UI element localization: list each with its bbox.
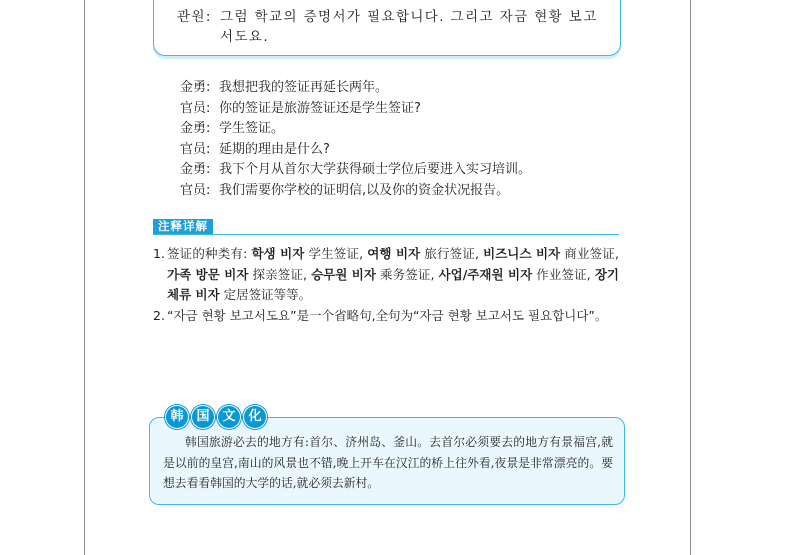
note-intro: 签证的种类有: [167, 246, 248, 261]
dialog-line [180, 181, 531, 202]
culture-text [163, 432, 613, 494]
notes-title: 注释详解 [153, 219, 213, 234]
speaker-label: 官员: [180, 182, 211, 198]
dialog-line [180, 99, 531, 120]
chinese-dialog [180, 78, 531, 202]
visa-korean: 가족 방문 비자 [167, 266, 249, 282]
visa-korean: 장기 체류 비자 [167, 266, 619, 303]
notes-header [153, 219, 619, 235]
page-left-border [84, 0, 85, 555]
visa-korean: 여행 비자 [367, 246, 421, 261]
speaker-label: 金勇: [180, 121, 211, 137]
visa-chinese: 作业签证, [536, 266, 591, 282]
note-text: “자금 현황 보고서도요”是一个省略句,全句为“자금 현황 보고서도 필요합니다”。 [167, 308, 608, 324]
visa-korean: 학생 비자 [251, 246, 305, 261]
dialog-text: 我们需要你学校的证明信,以及你的资金状况报告。 [219, 182, 510, 198]
speaker-label: 官员: [180, 100, 211, 116]
dialog-text: 学生签证。 [219, 121, 285, 137]
note-item [153, 306, 619, 327]
visa-chinese: 乘务签证, [380, 266, 435, 282]
culture-paragraph: 韩国旅游必去的地方有:首尔、济州岛、釜山。去首尔必须要去的地方有景福宫,就是以前的皇宫,南山的风景也不错,晚上开车在汉江的桥上往外看,夜景是非常漂亮的。要想去看看韩国的大学的话,就必须去新村。 [163, 435, 613, 490]
visa-chinese: 学生签证, [308, 246, 364, 261]
visa-chinese: 探亲签证, [252, 266, 307, 282]
title-char: 国 [191, 405, 215, 429]
title-char: 化 [243, 405, 267, 429]
culture-title [165, 405, 267, 427]
dialog-line [180, 119, 531, 140]
dialog-line [180, 78, 531, 99]
visa-chinese: 定居签证等等。 [223, 287, 312, 303]
page-right-border [690, 0, 691, 555]
visa-korean: 사업/주재원 비자 [438, 266, 533, 282]
speaker-label: 金勇: [180, 162, 211, 178]
visa-korean: 승무원 비자 [311, 266, 376, 282]
notes-list [153, 244, 619, 327]
title-char: 文 [217, 405, 241, 429]
dialog-text: 我下个月从首尔大学获得硕士学位后要进入实习培训。 [219, 162, 532, 178]
korean-dialog-box [153, 0, 621, 56]
dialog-text: 그럼 학교의 증명서가 필요합니다. 그리고 자금 현황 보고서도요. [220, 9, 598, 45]
visa-chinese: 商业签证, [564, 246, 619, 261]
dialog-line [180, 160, 531, 181]
note-item [153, 244, 619, 306]
speaker-label: 관원: [177, 9, 212, 25]
note-number: 2. [153, 308, 165, 324]
visa-korean: 비즈니스 비자 [483, 246, 561, 261]
dialog-text: 我想把我的签证再延长两年。 [219, 80, 389, 95]
dialog-text: 延期的理由是什么? [219, 141, 330, 157]
note-number: 1. [153, 246, 165, 261]
title-char: 韩 [165, 405, 189, 429]
visa-chinese: 旅行签证, [424, 246, 479, 261]
speaker-label: 金勇: [180, 80, 211, 95]
dialog-text: 你的签证是旅游签证还是学生签证? [219, 100, 421, 116]
speaker-label: 官员: [180, 141, 211, 157]
dialog-line [180, 140, 531, 161]
